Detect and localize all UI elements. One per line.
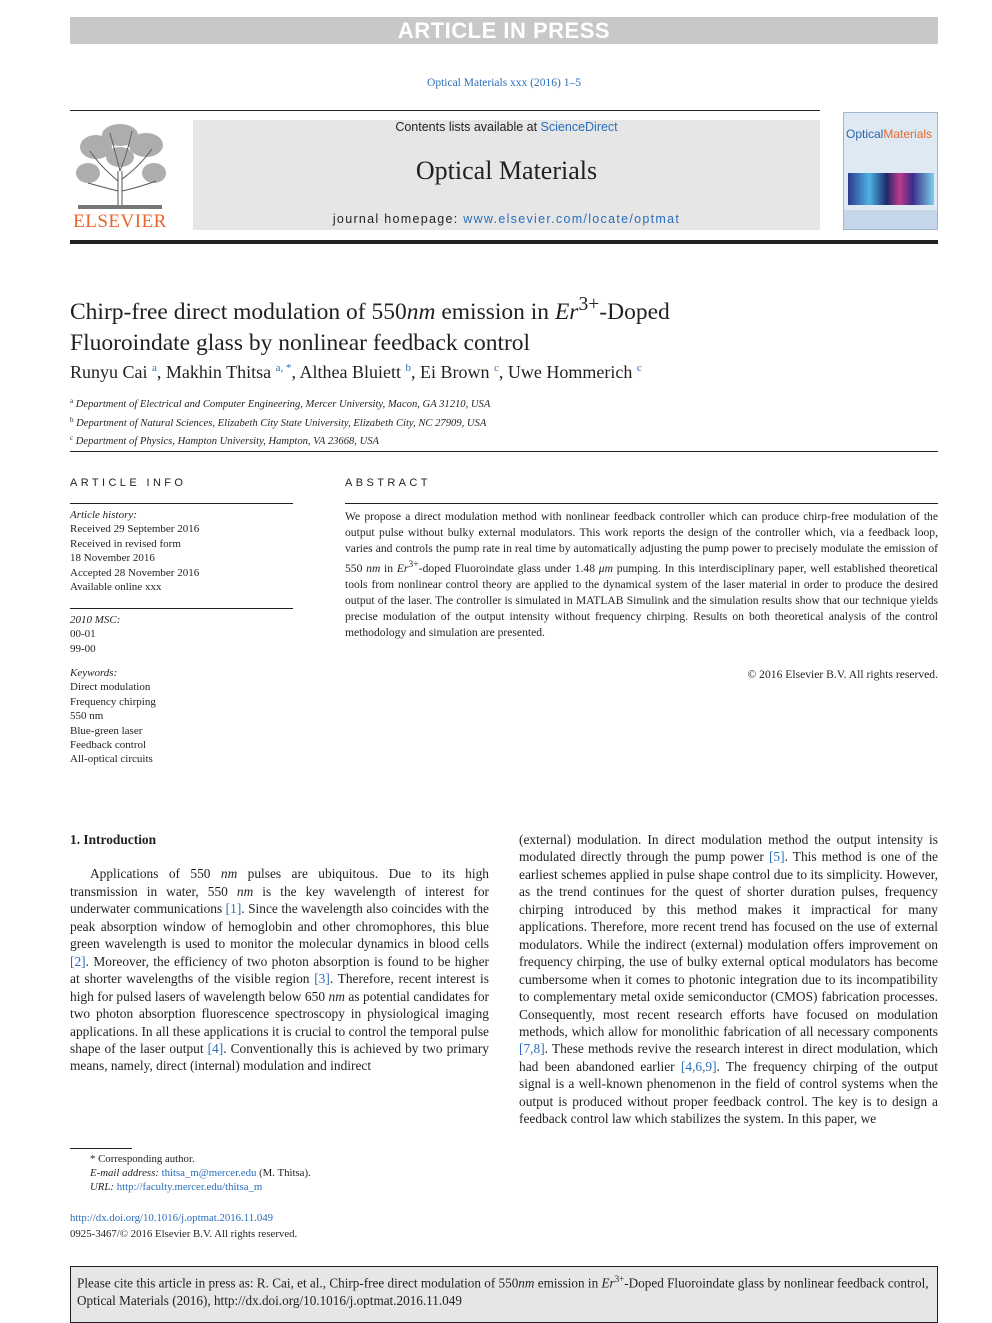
history-item: Received 29 September 2016 bbox=[70, 523, 200, 536]
author-name[interactable]: Althea Bluiett bbox=[299, 362, 401, 382]
abstract-unit: μm bbox=[598, 561, 613, 575]
email-link[interactable]: thitsa_m@mercer.edu bbox=[161, 1167, 257, 1180]
email-line bbox=[70, 1166, 489, 1180]
body-text: . Moreover, the efficiency of two photon absorption is found to be higher at shorter wavelengths of the visible region bbox=[70, 953, 489, 987]
author-affil-mark[interactable]: b bbox=[405, 362, 411, 374]
title-line-2: Fluoroindate glass by nonlinear feedback control bbox=[70, 329, 531, 356]
cite-this-article-box bbox=[70, 1266, 938, 1323]
cite-text: Please cite this article in press as: R. Cai, et al., Chirp-free direct modulation of 550 bbox=[77, 1275, 519, 1291]
body-unit: nm bbox=[220, 866, 238, 882]
body-text: as potential candidates for two photon absorption fluorescence spectroscopy in physiological imaging applications. In all these applications it is crucial to control the temporal pulse shape of the laser output bbox=[70, 988, 489, 1056]
footnote-rule bbox=[70, 1148, 132, 1149]
article-info-heading: ARTICLE INFO bbox=[70, 477, 187, 489]
abstract-copyright: © 2016 Elsevier B.V. All rights reserved. bbox=[747, 668, 938, 681]
author-url-link[interactable]: http://faculty.mercer.edu/thitsa_m bbox=[116, 1181, 263, 1194]
affiliation-text: Department of Physics, Hampton University, Hampton, VA 23668, USA bbox=[75, 436, 380, 447]
article-history bbox=[70, 508, 293, 594]
abstract-part: -doped Fluoroindate glass under 1.48 bbox=[418, 561, 599, 575]
abstract-text bbox=[345, 509, 938, 641]
corresponding-author-note: * Corresponding author. bbox=[90, 1153, 195, 1165]
author-name[interactable]: Makhin Thitsa bbox=[165, 362, 272, 382]
cite-text: emission in bbox=[534, 1275, 602, 1291]
body-column-right bbox=[519, 831, 938, 1128]
keyword-item: All-optical circuits bbox=[70, 753, 153, 766]
reference-link[interactable]: [2] bbox=[70, 953, 86, 969]
reference-link[interactable]: [1] bbox=[225, 901, 242, 917]
journal-cover-image bbox=[843, 112, 938, 230]
cover-title bbox=[846, 127, 938, 141]
abstract-part: in bbox=[380, 561, 397, 575]
info-rule bbox=[70, 608, 293, 609]
title-part: emission in bbox=[435, 298, 555, 325]
body-unit: nm bbox=[328, 988, 345, 1004]
contents-line bbox=[193, 120, 820, 134]
homepage-link[interactable]: www.elsevier.com/locate/optmat bbox=[463, 212, 681, 226]
header-thick-rule bbox=[70, 240, 938, 244]
cover-artwork bbox=[848, 173, 934, 205]
doi-link[interactable]: http://dx.doi.org/10.1016/j.optmat.2016.11.049 bbox=[70, 1212, 274, 1224]
intro-paragraph-continued bbox=[519, 831, 938, 1128]
affiliation-item bbox=[70, 394, 938, 413]
reference-link[interactable]: [4,6,9] bbox=[680, 1058, 717, 1074]
msc-item: 00-01 bbox=[70, 628, 96, 641]
history-item: Available online xxx bbox=[70, 581, 162, 594]
contents-prefix: Contents lists available at bbox=[395, 120, 541, 134]
body-column-left bbox=[70, 831, 489, 1075]
abstract-heading: ABSTRACT bbox=[345, 477, 431, 489]
title-unit: nm bbox=[406, 298, 436, 325]
elsevier-tree-icon bbox=[70, 121, 170, 211]
body-text: (external) modulation. In direct modulation method the output intensity is modulated directly through the pump power bbox=[519, 832, 938, 865]
introduction-heading: 1. Introduction bbox=[70, 832, 157, 847]
journal-homepage-line bbox=[193, 212, 820, 226]
affiliation-item bbox=[70, 413, 938, 432]
abstract-part: pumping. In this interdisciplinary paper, well established theoretical tools from nonlinear control theory are applied to the dynamical system of the laser material in order to produce the desired output of the laser. The controller is simulated in MATLAB Simulink and the simulation results show that our technique yields precise modulation of the output intensity without frequency chirping. Results on both theoretical analysis of the control methodology and simulation are presented. bbox=[345, 561, 938, 639]
keyword-item: Blue-green laser bbox=[70, 724, 143, 737]
body-unit: nm bbox=[236, 883, 254, 899]
doi-block bbox=[70, 1211, 489, 1242]
body-text: . Conventionally this is achieved by two primary means, namely, direct (internal) modulation and indirect bbox=[70, 1040, 489, 1074]
cover-band bbox=[844, 210, 938, 230]
affiliation-item bbox=[70, 431, 938, 450]
author-affil-mark[interactable]: a, * bbox=[275, 362, 292, 374]
keyword-item: Feedback control bbox=[70, 739, 147, 752]
body-text: Applications of 550 bbox=[90, 866, 221, 882]
email-suffix: (M. Thitsa). bbox=[256, 1167, 311, 1180]
history-item: Received in revised form bbox=[70, 537, 181, 550]
reference-link[interactable]: [3] bbox=[314, 971, 330, 987]
title-part: -Doped bbox=[599, 298, 670, 325]
abstract-unit: nm bbox=[366, 561, 381, 575]
affiliation-text: Department of Natural Sciences, Elizabeth City State University, Elizabeth City, NC 27909, USA bbox=[76, 417, 487, 429]
article-in-press-banner: ARTICLE IN PRESS bbox=[70, 17, 938, 44]
keyword-item: 550 nm bbox=[70, 710, 104, 723]
cover-title-a: Optical bbox=[846, 127, 884, 141]
title-superscript: 3+ bbox=[578, 294, 600, 315]
cite-unit: nm bbox=[518, 1275, 535, 1291]
keyword-item: Frequency chirping bbox=[70, 695, 156, 708]
affiliation-key: a bbox=[70, 397, 74, 405]
keywords-block bbox=[70, 666, 293, 767]
author-affil-mark[interactable]: a bbox=[152, 362, 157, 374]
abstract-superscript: 3+ bbox=[408, 559, 419, 570]
msc-item: 99-00 bbox=[70, 642, 96, 655]
title-part: Chirp-free direct modulation of 550 bbox=[70, 298, 407, 325]
body-text: pulses are ubiquitous. Due to its high transmission in water, 550 bbox=[70, 866, 489, 899]
author-list: Runyu Cai $^a$, Makhin Thitsa $^{a, *}$, Althea Bluiett $^b$, Ei Brown $^c$, Uwe Hommerich $^c$ bbox=[70, 362, 642, 382]
body-text: . These methods revive the research interest in direct modulation, which had been abandoned earlier bbox=[519, 1041, 938, 1074]
title-element: Er bbox=[554, 298, 579, 325]
abstract-rule bbox=[345, 503, 938, 504]
reference-link[interactable]: [7,8] bbox=[519, 1041, 545, 1057]
cite-element: Er bbox=[601, 1275, 615, 1291]
issn-line: 0925-3467/© 2016 Elsevier B.V. All rights reserved. bbox=[70, 1227, 298, 1240]
footnotes bbox=[70, 1152, 489, 1195]
affiliation-text: Department of Electrical and Computer Engineering, Mercer University, Macon, GA 31210, USA bbox=[75, 399, 491, 410]
intro-paragraph bbox=[70, 865, 489, 1074]
keyword-item: Direct modulation bbox=[70, 681, 151, 694]
abstract-element: Er bbox=[396, 561, 409, 575]
author-affil-mark[interactable]: c bbox=[636, 362, 642, 374]
msc-label: 2010 MSC: bbox=[70, 614, 121, 626]
elsevier-logo bbox=[70, 121, 170, 233]
body-text: . This method is one of the earliest schemes applied in pulse shape control due to its simplicity. However, as the trend continues for the quest of shorter duration pulses, frequency chirping introduced by this method makes it impractical for many applications. Therefore, more recent trend has focused on the use of external modulators. While the indirect (external) modulation offers improvement on frequency chirping, the use of bulky external optical modulators has become cumbersome when it comes to photonic integration due to its incompatibility to complementary metal oxide semiconductor (CMOS) fabrication processes. Consequently, most recent research efforts have focused on modulation methods, which allow for monolithic fabrication of all necessary components bbox=[519, 849, 938, 1039]
body-text: . The frequency chirping of the output signal is a well-known phenomenon in the field of control systems when the output is produced without proper feedback control. The key is to design a feedback control law which stabilizes the system. In this paper, we bbox=[519, 1058, 938, 1127]
reference-link[interactable]: [4] bbox=[207, 1040, 224, 1056]
article-title bbox=[70, 289, 938, 359]
sciencedirect-link[interactable]: ScienceDirect bbox=[540, 120, 618, 134]
history-item: 18 November 2016 bbox=[70, 552, 155, 565]
journal-title: Optical Materials bbox=[415, 156, 598, 185]
reference-link[interactable]: [5] bbox=[768, 849, 785, 865]
author-name[interactable]: Ei Brown bbox=[419, 362, 490, 382]
email-label: E-mail address: bbox=[90, 1167, 162, 1180]
cite-text: -Doped Fluoroindate glass by nonlinear feedback control, Optical Materials (2016), http://dx.doi.org/10.1016/j.optmat.2016.11.049 bbox=[77, 1275, 929, 1309]
url-line bbox=[70, 1180, 489, 1194]
affiliations bbox=[70, 394, 938, 450]
cite-superscript: 3+ bbox=[614, 1274, 625, 1284]
keywords-label: Keywords: bbox=[70, 667, 118, 679]
affiliation-key: b bbox=[70, 415, 74, 424]
abstract-part: We propose a direct modulation method with nonlinear feedback controller which can produce chirp-free modulation of the output pulse without bulky external modulators. This work reports the design of the controller which, via a feedback loop, varies and controls the pump rate in real time by automatically adjusting the pump power to precisely modulate the emission of 550 bbox=[345, 510, 938, 575]
section-rule bbox=[70, 451, 938, 452]
affiliation-key: c bbox=[70, 434, 74, 442]
author-name[interactable]: Uwe Hommerich bbox=[507, 362, 633, 382]
msc-block bbox=[70, 613, 293, 656]
body-text: . Therefore, recent interest is high for pulsed lasers of wavelength below 650 bbox=[70, 971, 489, 1004]
header-rule bbox=[70, 110, 820, 111]
history-item: Accepted 28 November 2016 bbox=[70, 566, 200, 579]
history-label: Article history: bbox=[70, 509, 137, 521]
elsevier-wordmark: ELSEVIER bbox=[73, 211, 167, 232]
homepage-prefix: journal homepage: bbox=[332, 212, 464, 226]
body-text: is the key wavelength of interest for underwater communications bbox=[70, 883, 489, 917]
author-name[interactable]: Runyu Cai bbox=[70, 362, 148, 382]
journal-citation-link[interactable]: Optical Materials xxx (2016) 1–5 bbox=[427, 77, 581, 89]
info-rule bbox=[70, 503, 293, 504]
author-affil-mark[interactable]: c bbox=[493, 362, 499, 374]
cover-title-b: Materials bbox=[883, 127, 933, 141]
url-label: URL: bbox=[90, 1181, 117, 1194]
body-text: . Since the wavelength also coincides with the peak absorption window of hemoglobin and other chromophores, this blue green wavelength is used to monitor the molecular dynamics in blood cells bbox=[70, 901, 490, 952]
